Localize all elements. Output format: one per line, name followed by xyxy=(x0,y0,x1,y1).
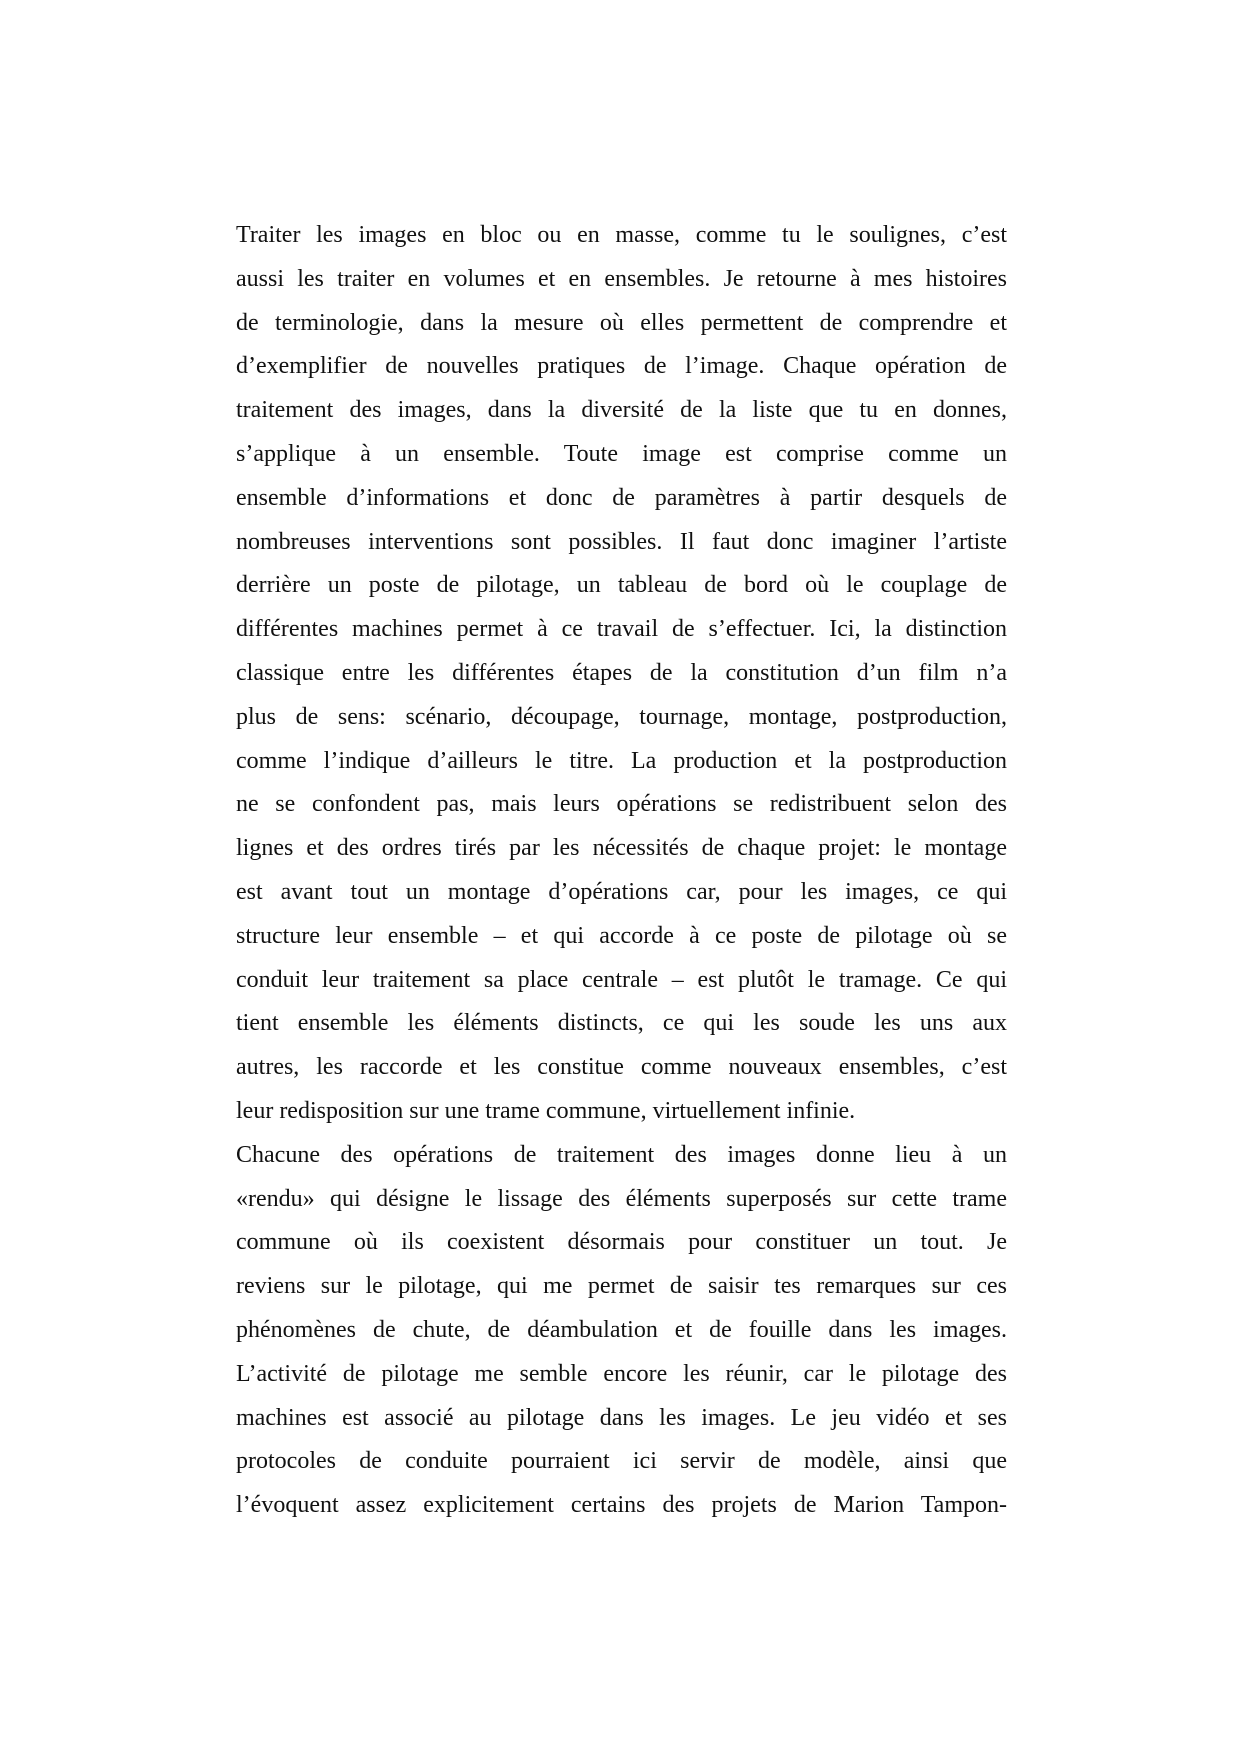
document-body xyxy=(236,214,1007,1528)
text-line: classique entre les différentes étapes de la constitution d’un film n’a xyxy=(236,659,1007,686)
text-line: d’exemplifier de nouvelles pratiques de l’image. Chaque opération de xyxy=(236,353,1007,380)
text-line: s’applique à un ensemble. Toute image est comprise comme un xyxy=(236,440,1007,467)
text-line: l’évoquent assez explicitement certains des projets de Marion Tampon- xyxy=(236,1492,1007,1519)
text-line: de terminologie, dans la mesure où elles permettent de comprendre et xyxy=(236,309,1007,336)
text-line: derrière un poste de pilotage, un tableau de bord où le couplage de xyxy=(236,572,1007,599)
text-line: conduit leur traitement sa place centrale – est plutôt le tramage. Ce qui xyxy=(236,966,1007,993)
text-line: Chacune des opérations de traitement des images donne lieu à un xyxy=(236,1141,1007,1168)
text-line: «rendu» qui désigne le lissage des éléments superposés sur cette trame xyxy=(236,1185,1007,1212)
text-line: protocoles de conduite pourraient ici servir de modèle, ainsi que xyxy=(236,1448,1007,1475)
text-line: comme l’indique d’ailleurs le titre. La production et la postproduction xyxy=(236,747,1007,774)
text-line: nombreuses interventions sont possibles. Il faut donc imaginer l’artiste xyxy=(236,528,1007,555)
text-line: tient ensemble les éléments distincts, ce qui les soude les uns aux xyxy=(236,1010,1007,1037)
text-line: machines est associé au pilotage dans les images. Le jeu vidéo et ses xyxy=(236,1404,1007,1431)
text-line: L’activité de pilotage me semble encore les réunir, car le pilotage des xyxy=(236,1360,1007,1387)
text-line: ensemble d’informations et donc de paramètres à partir desquels de xyxy=(236,484,1007,511)
text-line: reviens sur le pilotage, qui me permet de saisir tes remarques sur ces xyxy=(236,1273,1007,1300)
text-line: traitement des images, dans la diversité de la liste que tu en donnes, xyxy=(236,397,1007,424)
text-line: lignes et des ordres tirés par les nécessités de chaque projet: le montage xyxy=(236,835,1007,862)
text-line: phénomènes de chute, de déambulation et de fouille dans les images. xyxy=(236,1316,1007,1343)
text-line: leur redisposition sur une trame commune, virtuellement infinie. xyxy=(236,1097,856,1124)
text-line: ne se confondent pas, mais leurs opérations se redistribuent selon des xyxy=(236,791,1007,818)
text-line: différentes machines permet à ce travail de s’effectuer. Ici, la distinction xyxy=(236,616,1007,643)
text-line: plus de sens: scénario, découpage, tournage, montage, postproduction, xyxy=(236,703,1007,730)
paragraph-2 xyxy=(236,1134,1007,1528)
text-line: est avant tout un montage d’opérations car, pour les images, ce qui xyxy=(236,878,1007,905)
paragraph-1 xyxy=(236,214,1007,1134)
text-line: autres, les raccorde et les constitue comme nouveaux ensembles, c’est xyxy=(236,1054,1007,1081)
text-line: aussi les traiter en volumes et en ensembles. Je retourne à mes histoires xyxy=(236,265,1007,292)
text-line: commune où ils coexistent désormais pour constituer un tout. Je xyxy=(236,1229,1007,1256)
text-line: structure leur ensemble – et qui accorde à ce poste de pilotage où se xyxy=(236,922,1007,949)
text-line: Traiter les images en bloc ou en masse, comme tu le soulignes, c’est xyxy=(236,222,1007,248)
